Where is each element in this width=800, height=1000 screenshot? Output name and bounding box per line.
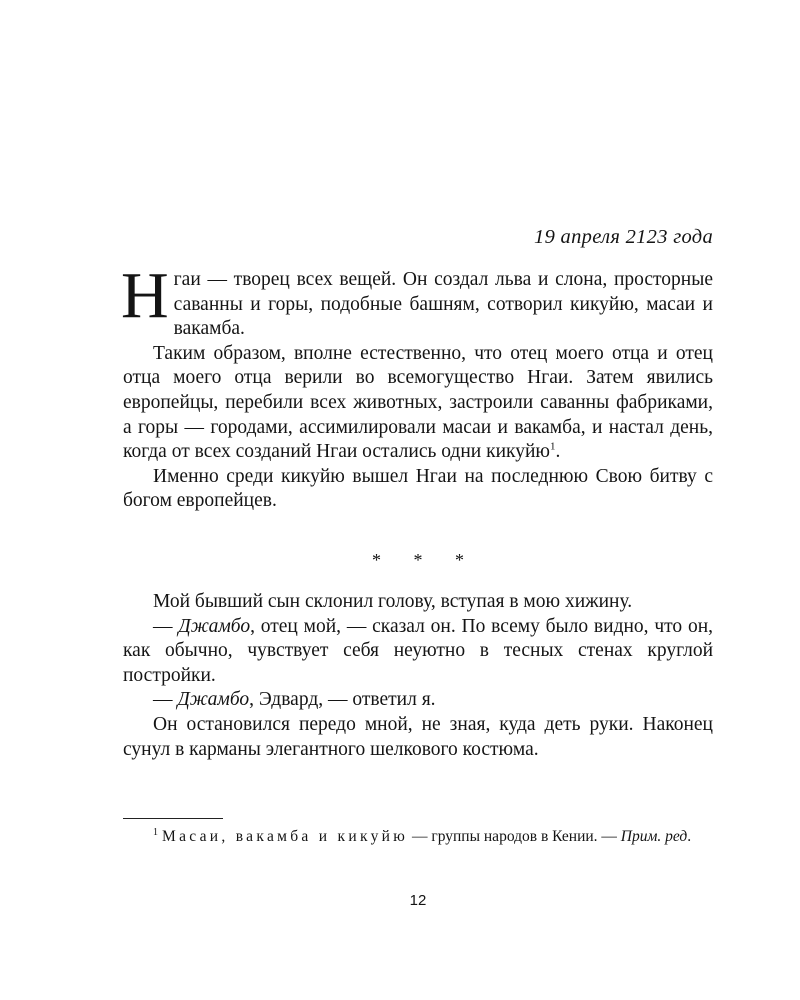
- body-text: [121, 259, 714, 762]
- paragraph-6-text: , Эдвард, — ответил я.: [249, 689, 436, 711]
- paragraph-5: [123, 615, 713, 689]
- footnote-reference[interactable]: 1: [549, 440, 556, 453]
- italic-word: Джамбо: [178, 615, 251, 637]
- paragraph-1: [121, 259, 713, 342]
- footnote-divider: [123, 818, 223, 819]
- paragraph-2: [123, 342, 713, 465]
- book-page: [123, 0, 713, 1000]
- section-separator: * * *: [372, 549, 478, 570]
- footnote-mark: 1: [153, 826, 158, 838]
- paragraph-2-text: Таким образом, вполне естественно, что отец моего отца и отец отца моего отца верили во всемогущество Нгаи. Затем явились европейцы, перебили всех животных, застроили саванны фабриками, а горы — городами, ассимилировали масаи и вакамба, и настал день, когда от всех созданий Нгаи остались одни кикуйю: [123, 342, 713, 463]
- drop-cap: Н: [121, 259, 169, 332]
- editor-note: Прим. ред: [620, 828, 688, 845]
- paragraph-4: Мой бывший сын склонил голову, вступая в мою хижину.: [153, 590, 633, 612]
- paragraph-3: Именно среди кикуйю вышел Нгаи на последнюю Свою битву с богом европейцев.: [123, 465, 713, 512]
- paragraph-1-text: гаи — творец всех вещей. Он создал льва и слона, просторные саванны и горы, подобные башням, сотворил кикуйю, масаи и вакамба.: [173, 269, 713, 340]
- paragraph-7: Он остановился передо мной, не зная, куда деть руки. Наконец сунул в карманы элегантного шелкового костюма.: [123, 713, 713, 760]
- footnote-body: — группы народов в Кении. —: [408, 828, 621, 845]
- paragraph-2-end: .: [555, 441, 561, 463]
- paragraph-5-text: , отец мой, — сказал он. По всему было видно, что он, как обычно, чувствует себя неуютно в тесных стенах круглой постройки.: [123, 615, 714, 686]
- chapter-date: 19 апреля 2123 года: [534, 226, 713, 248]
- dash: —: [153, 615, 179, 637]
- page-number: 12: [409, 892, 427, 909]
- footnote-text: [123, 826, 713, 848]
- footnote: [123, 826, 713, 848]
- footnote-spaced-terms: Масаи, вакамба и кикуйю: [162, 828, 409, 845]
- footnote-end: .: [687, 828, 692, 845]
- italic-word: Джамбо: [177, 689, 250, 711]
- paragraph-6: [123, 688, 713, 713]
- dash: —: [153, 689, 178, 711]
